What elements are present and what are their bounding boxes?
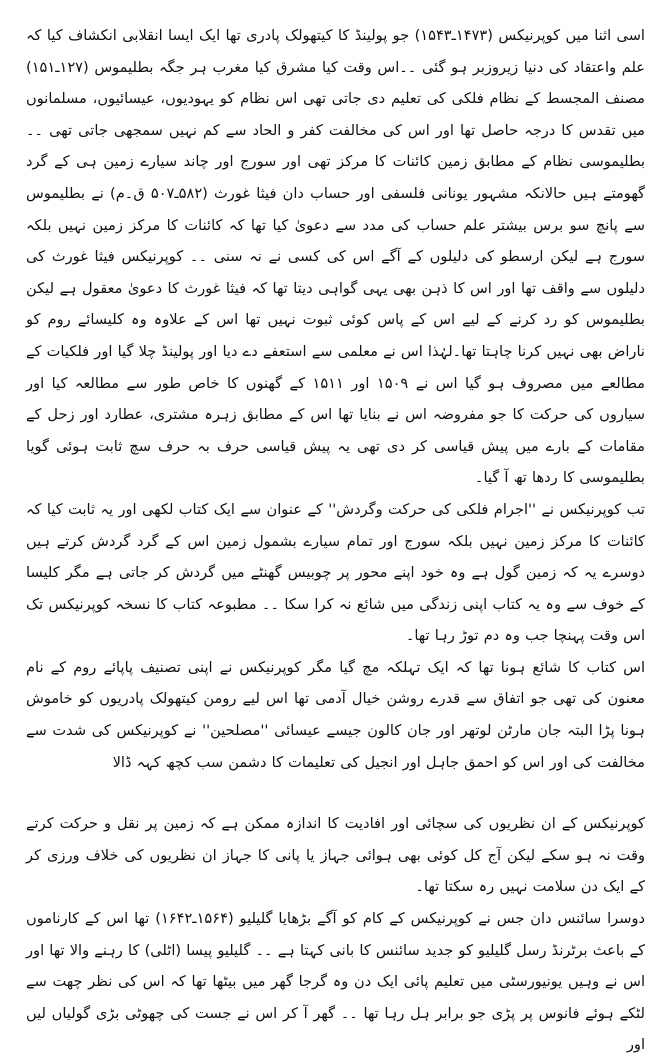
paragraph-galileo: دوسرا سائنس دان جس نے کوپرنیکس کے کام کو آگے بڑھایا گلیلیو (۱۵۶۴ـ۱۶۴۲) تھا اس کے کارناموں کے باعث برٹرنڈ رسل گلیلیو کو جدید سائنس کا بانی کہتا ہے ۔۔ گلیلیو پیسا (اٹلی) کا رہنے والا تھا اور اس نے وہیں یونیورسٹی میں تعلیم پائی ایک دن وہ گرجا گھر میں بیٹھا تھا کہ اس کی نظر چھت سے لٹکے ہوئے فانوس پر پڑی جو برابر ہل رہا تھا ۔۔ گھر آ کر اس نے جست کی چھوٹی بڑی گولیاں لیں اور <box>26 910 645 1054</box>
paragraph-copernicus-ptolemy: اسی اثنا میں کوپرنیکس (۱۴۷۳ـ۱۵۴۳) جو پولینڈ کا کیتھولک پادری تھا ایک ایسا انقلابی انکشاف کیا کہ علم واعتقاد کی دنیا زیروزبر ہو گئی ۔۔اس وقت کیا مشرق کیا مغرب ہر جگہ بطلیموس (۱۲۷ـ۱۵۱) مصنف المجسط کے نظام فلکی کی تعلیم دی جاتی تھی اس نظام کو یہودیوں، عیسائیوں، مسلمانوں میں تقدس کا درجہ حاصل تھا اور اس کی مخالفت کفر و الحاد سے کم نہیں سمجھی جاتی تھی ۔۔ بطلیموسی نظام کے مطابق زمین کائنات کا مرکز تھی اور سورج اور چاند سیارے زمین ہی کے گرد گھومتے ہیں حالانکہ مشہور یونانی فلسفی اور حساب دان فیثا غورث (۵۸۲ـ۵۰۷ ق۔م) نے بطلیموس سے پانچ سو برس بیشتر علم حساب کی مدد سے دعویٰ کیا تھا کہ کائنات کا مرکز زمین نہیں بلکہ سورج ہے لیکن ارسطو کی دلیلوں کے آگے اس کی کسی نے نہ سنی ۔۔ کوپرنیکس فیثا غورث کی دلیلوں سے واقف تھا اور اس کا ذہن بھی یہی گواہی دیتا تھا کہ فیثا غورث کا دعویٰ معقول ہے لیکن بطلیموس کو رد کرنے کے لیے اس کے پاس کوئی ثبوت نہیں تھا اس کے علاوہ وہ کلیسائے روم کو ناراض بھی نہیں کرنا چاہتا تھا۔لہٰذا اس نے معلمی سے استعفے دے دیا اور پولینڈ چلا گیا اور فلکیات کے مطالعے میں مصروف ہو گیا اس نے ۱۵۰۹ اور ۱۵۱۱ کے گھنوں کا خاص طور سے مطالعہ کیا اور سیاروں کی حرکت کا جو مفروضہ اس نے بنایا تھا اس کے مطابق زہرہ مشتری، عطارد اور زحل کے مقامات کے بارے میں پیش قیاسی کر دی تھی یہ پیش قیاسی حرف بہ حرف سچ ثابت ہوئی گویا بطلیموسی کا ردھا تھ آ گیا۔ <box>26 27 645 487</box>
paragraph-book-reaction: اس کتاب کا شائع ہونا تھا کہ ایک تہلکہ مچ گیا مگر کوپرنیکس نے اپنی تصنیف پاپائے روم کے نام معنون کی تھی جو اتفاق سے قدرے روشن خیال آدمی تھا اس لیے رومن کیتھولک پادریوں کو خاموش ہونا پڑا البتہ جان مارٹن لوتھر اور جان کالون جیسے عیسائی ''مصلحین'' نے کوپرنیکس کی شدت سے مخالفت کی اور اس کو احمق جاہل اور انجیل کی تعلیمات کا دشمن سب کچھ کہہ ڈالا <box>26 658 645 771</box>
paragraph-theory-utility: کوپرنیکس کے ان نظریوں کی سچائی اور افادیت کا اندازہ ممکن ہے کہ زمین پر نقل و حرکت کرتے وقت نہ ہو سکے لیکن آج کل کوئی بھی ہوائی جہاز یا پانی کا جہاز ان نظریوں کی خلاف ورزی کر کے ایک دن سلامت نہیں رہ سکتا تھا۔ <box>26 815 645 896</box>
paragraph-book-revolutions: تب کوپرنیکس نے ''اجرام فلکی کی حرکت وگردش'' کے عنوان سے ایک کتاب لکھی اور یہ ثابت کیا کہ کائنات کا مرکز زمین نہیں بلکہ سورج اور تمام سیارے بشمول زمین اس کے گرد گردش کرتے ہیں دوسرے یہ کہ زمین گول ہے وہ خود اپنے محور پر چوبیس گھنٹے میں گردش کر جاتی ہے مگر کلیسا کے خوف سے وہ یہ کتاب اپنی زندگی میں شائع نہ کرا سکا ۔۔ مطبوعہ کتاب کا نسخہ کوپرنیکس تک اس وقت پہنچا جب وہ دم توڑ رہا تھا۔ <box>26 500 645 645</box>
